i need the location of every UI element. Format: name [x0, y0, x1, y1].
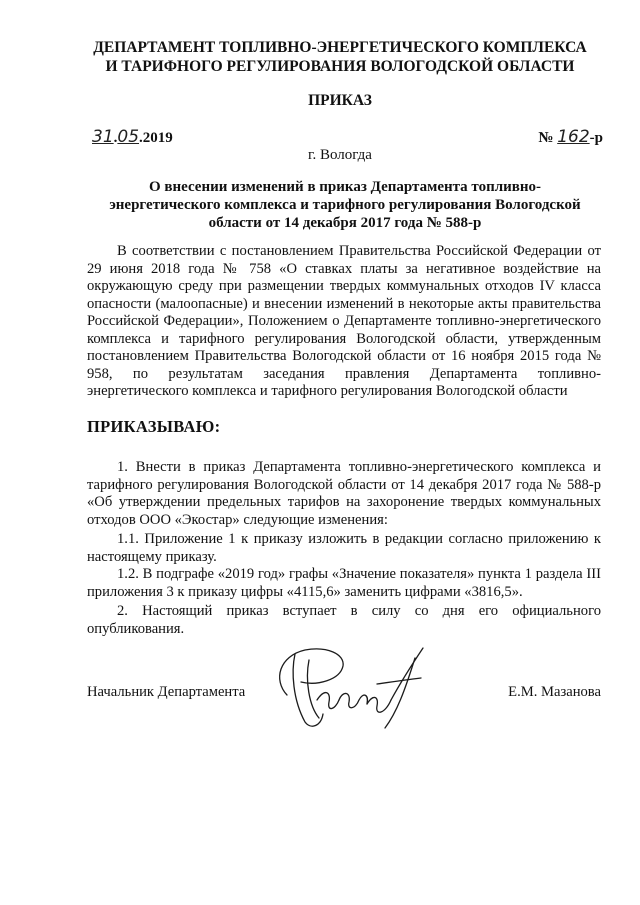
item-1: 1. Внести в приказ Департамента топливно-энергетического комплекса и тарифного регулирования Вологодской области от 14 декабря 2017 года № 588-р «Об утверждении предельных тарифов на захоронение твердых коммунальных отходов ООО «Экостар» следующие изменения: [87, 459, 601, 528]
subject-line-1: О внесении изменений в приказ Департамента топливно- [148, 179, 542, 195]
signatory-name: Е.М. Мазанова [508, 684, 601, 700]
order-number [538, 127, 603, 147]
issuer-line-1: ДЕПАРТАМЕНТ ТОПЛИВНО-ЭНЕРГЕТИЧЕСКОГО КОМПЛЕКСА [93, 39, 587, 56]
issuer-line-2: И ТАРИФНОГО РЕГУЛИРОВАНИЯ ВОЛОГОДСКОЙ ОБЛАСТИ [105, 58, 575, 75]
issue-city: г. Вологда [308, 147, 372, 163]
number-prefix: № [538, 130, 554, 146]
number-suffix: -р [589, 130, 603, 146]
date-month: 05 [117, 127, 140, 147]
issuer-header [60, 38, 620, 76]
order-items [87, 459, 601, 638]
order-date [92, 127, 173, 147]
date-day: 31 [92, 127, 114, 147]
date-year: .2019 [139, 130, 173, 146]
signatory-title: Начальник Департамента [87, 684, 246, 700]
handwritten-signature [265, 640, 445, 735]
item-1-2: 1.2. В подграфе «2019 год» графы «Значение показателя» пункта 1 раздела III приложения 3 к приказу цифры «4115,6» заменить цифрами «3816,5». [87, 566, 601, 600]
item-2: 2. Настоящий приказ вступает в силу со дня его официального опубликования. [87, 603, 601, 637]
subject-line-2: энергетического комплекса и тарифного регулирования Вологодской [109, 197, 581, 213]
order-subject [90, 178, 600, 232]
subject-line-3: области от 14 декабря 2017 года № 588-р [208, 215, 482, 231]
document-type: ПРИКАЗ [308, 92, 372, 109]
preamble-paragraph: В соответствии с постановлением Правительства Российской Федерации от 29 июня 2018 года № 758 «О ставках платы за негативное воздействие на окружающую среду при размещении твердых коммунальных отходов IV класса опасности (малоопасные) и внесении изменений в некоторые акты правительства Российской Федерации», Положением о Департаменте топливно-энергетического комплекса и тарифного регулирования Вологодской области, утвержденным постановлением Правительства Вологодской области от 16 ноября 2015 года № 958, по результатам заседания правления Департамента топливно-энергетического комплекса и тарифного регулирования Вологодской области [87, 243, 601, 399]
date-separator: . [113, 130, 118, 146]
order-command: ПРИКАЗЫВАЮ: [87, 417, 221, 436]
item-1-1: 1.1. Приложение 1 к приказу изложить в редакции согласно приложению к настоящему приказу. [87, 531, 601, 565]
number-value: 162 [557, 127, 590, 147]
